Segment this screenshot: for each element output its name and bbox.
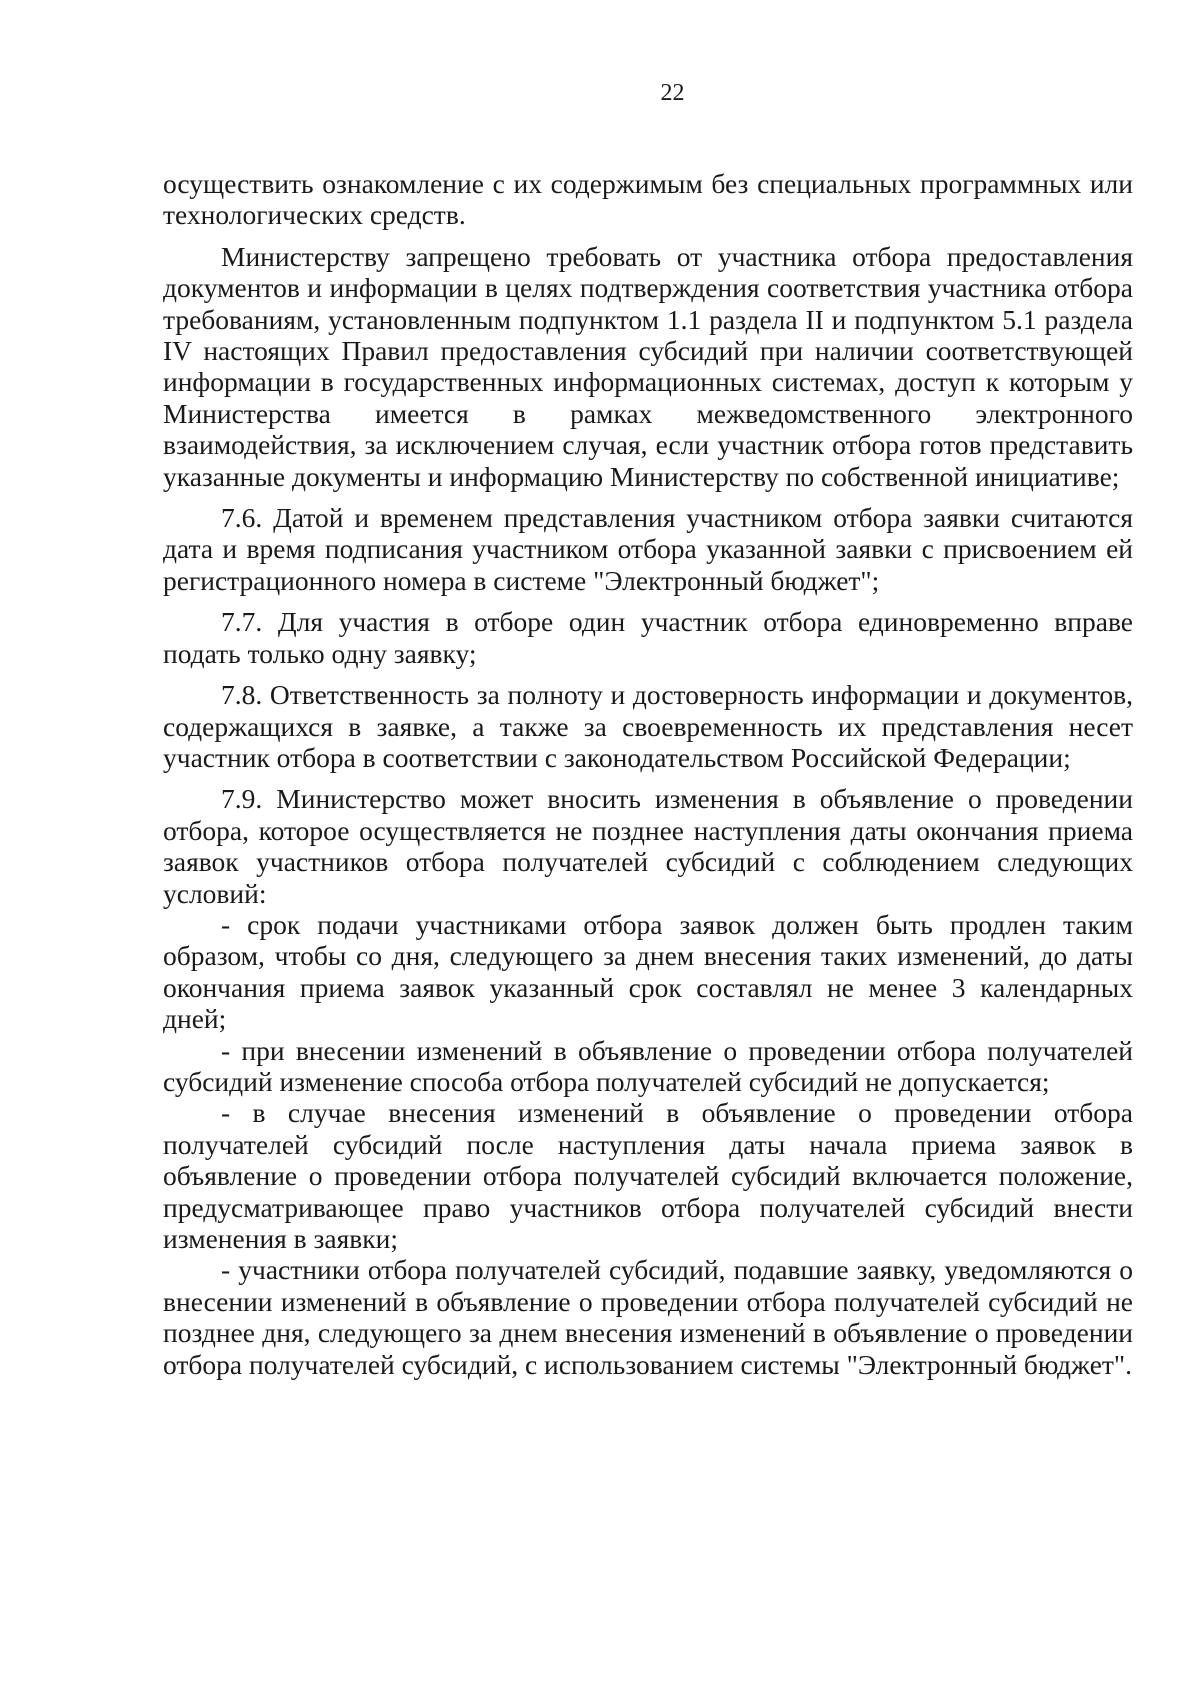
list-item-method-change: - при внесении изменений в объявление о проведении отбора получателей субсидий изменение способа отбора получателей субсидий не допускается; — [163, 1034, 1133, 1097]
paragraph-continuation: осуществить ознакомление с их содержимым без специальных программных или технологических средств. — [163, 168, 1133, 231]
paragraph-ministry-restriction: Министерству запрещено требовать от участника отбора предоставления документов и информации в целях подтверждения соответствия участника отбора требованиям, установленным подпунктом 1.1 раздела II и подпунктом 5.1 раздела IV настоящих Правил предоставления субсидий при наличии соответствующей информации в государственных информационных системах, доступ к которым у Министерства имеется в рамках межведомственного электронного взаимодействия, за исключением случая, если участник отбора готов представить указанные документы и информацию Министерству по собственной инициативе; — [163, 240, 1133, 492]
paragraph-7-8: 7.8. Ответственность за полноту и достоверность информации и документов, содержащихся в заявке, а также за своевременность их представления несет участник отбора в соответствии с законодательством Российской Федерации; — [163, 679, 1133, 773]
paragraph-7-9: 7.9. Министерство может вносить изменения в объявление о проведении отбора, которое осуществляется не позднее наступления даты окончания приема заявок участников отбора получателей субсидий с соблюдением следующих условий: — [163, 783, 1133, 909]
paragraph-7-6: 7.6. Датой и временем представления участником отбора заявки считаются дата и время подписания участником отбора указанной заявки с присвоением ей регистрационного номера в системе "Электронный бюджет"; — [163, 502, 1133, 596]
page-number: 22 — [660, 80, 685, 106]
paragraph-7-7: 7.7. Для участия в отборе один участник отбора единовременно вправе подать только одну заявку; — [163, 606, 1133, 669]
list-item-amend-applications: - в случае внесения изменений в объявление о проведении отбора получателей субсидий после наступления даты начала приема заявок в объявление о проведении отбора получателей субсидий включается положение, предусматривающее право участников отбора получателей субсидий внести изменения в заявки; — [163, 1097, 1133, 1254]
list-item-notification: - участники отбора получателей субсидий, подавшие заявку, уведомляются о внесении изменений в объявление о проведении отбора получателей субсидий не позднее дня, следующего за днем внесения изменений в объявление о проведении отбора получателей субсидий, с использованием системы "Электронный бюджет". — [163, 1254, 1133, 1380]
document-body — [163, 168, 1133, 1380]
list-item-deadline-extension: - срок подачи участниками отбора заявок должен быть продлен таким образом, чтобы со дня, следующего за днем внесения таких изменений, до даты окончания приема заявок указанный срок составлял не менее 3 календарных дней; — [163, 908, 1133, 1035]
